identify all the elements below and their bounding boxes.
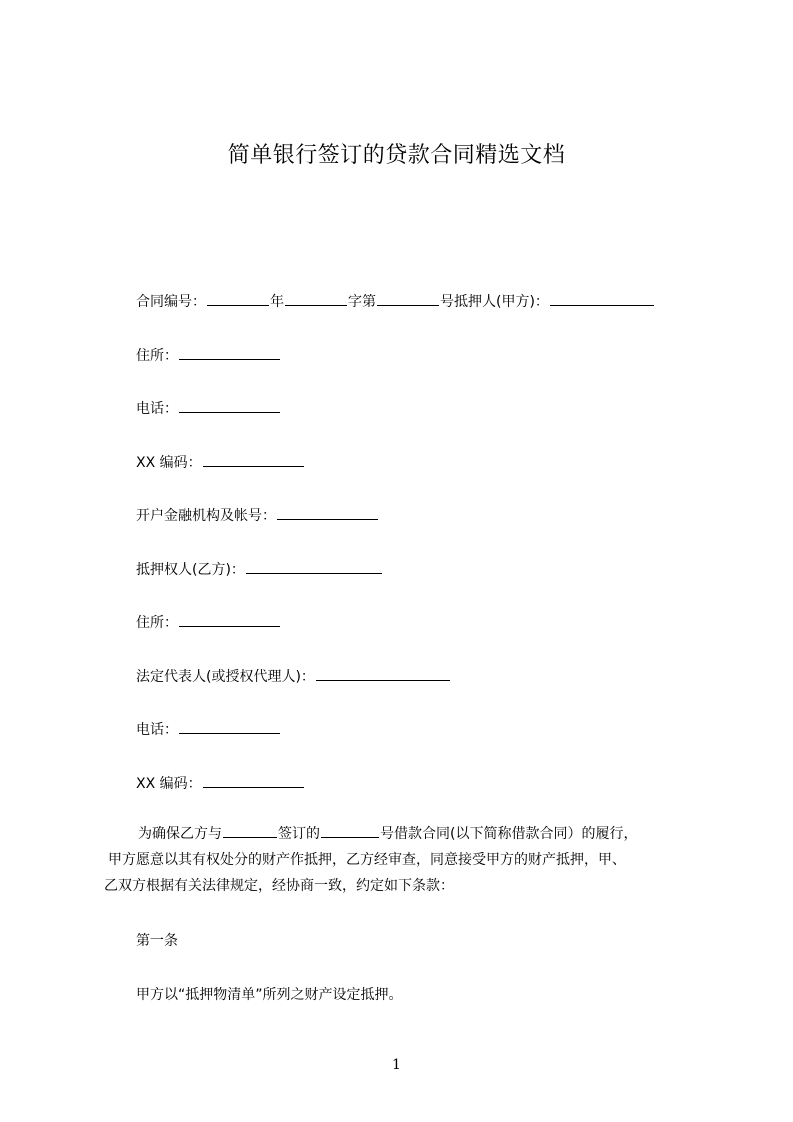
number-blank: [377, 292, 439, 306]
legal-rep-blank: [316, 667, 450, 681]
year-blank: [285, 292, 347, 306]
preamble-text-1c: 号借款合同(以下简称借款合同）的履行，: [380, 826, 638, 842]
contract-header-line: [136, 292, 655, 311]
party-a-postcode-blank: [203, 453, 304, 467]
party-a-bank-line: [136, 506, 379, 525]
article-1-text: 甲方以“抵押物清单”所列之财产设定抵押。: [136, 987, 403, 1003]
contract-no-label: 合同编号：: [136, 294, 206, 310]
party-b-postcode-line: [136, 774, 305, 793]
party-a-postcode-label: XX 编码：: [136, 455, 202, 471]
pledgee-line: [136, 560, 383, 579]
preamble-line-1: [104, 821, 704, 847]
document-title: 简单银行签订的贷款合同精选文档: [227, 143, 566, 168]
preamble-line-2: 甲方愿意以其有权处分的财产作抵押，乙方经审查，同意接受甲方的财产抵押，甲、: [108, 852, 626, 868]
party-b-postcode-label: XX 编码：: [136, 776, 202, 792]
loan-contract-no-blank: [321, 824, 379, 838]
legal-rep-line: [136, 667, 451, 686]
party-b-phone-label: 电话：: [136, 722, 178, 738]
party-a-bank-blank: [277, 506, 378, 520]
zi-di-label: 字第: [348, 294, 376, 310]
party-b-postcode-blank: [203, 774, 304, 788]
pledgee-label: 抵押权人(乙方)：: [136, 562, 245, 578]
party-b-address-line: [136, 613, 281, 632]
party-a-address-line: [136, 346, 281, 365]
party-a-address-label: 住所：: [136, 348, 178, 364]
page-number: 1: [392, 1057, 401, 1073]
preamble-text-1a: 为确保乙方与: [138, 826, 222, 842]
pledgee-blank: [246, 560, 382, 574]
legal-rep-label: 法定代表人(或授权代理人)：: [136, 669, 315, 685]
contract-no-blank: [207, 292, 269, 306]
preamble-text-1b: 签订的: [278, 826, 320, 842]
party-a-postcode-line: [136, 453, 305, 472]
party-a-phone-label: 电话：: [136, 401, 178, 417]
party-b-phone-blank: [179, 720, 280, 734]
party-a-phone-line: [136, 399, 281, 418]
party-b-address-label: 住所：: [136, 615, 178, 631]
year-label: 年: [270, 294, 284, 310]
party-a-bank-label: 开户金融机构及帐号：: [136, 508, 276, 524]
preamble-paragraph: [104, 821, 704, 899]
party-b-address-blank: [179, 613, 280, 627]
pledgor-label: 号抵押人(甲方)：: [440, 294, 549, 310]
party-a-phone-blank: [179, 399, 280, 413]
preamble-line-3: 乙双方根据有关法律规定，经协商一致，约定如下条款：: [104, 878, 454, 894]
party-b-phone-line: [136, 720, 281, 739]
party-a-address-blank: [179, 346, 280, 360]
pledgor-blank: [550, 292, 654, 306]
counterparty-blank: [223, 824, 277, 838]
article-1-heading: 第一条: [136, 933, 178, 949]
